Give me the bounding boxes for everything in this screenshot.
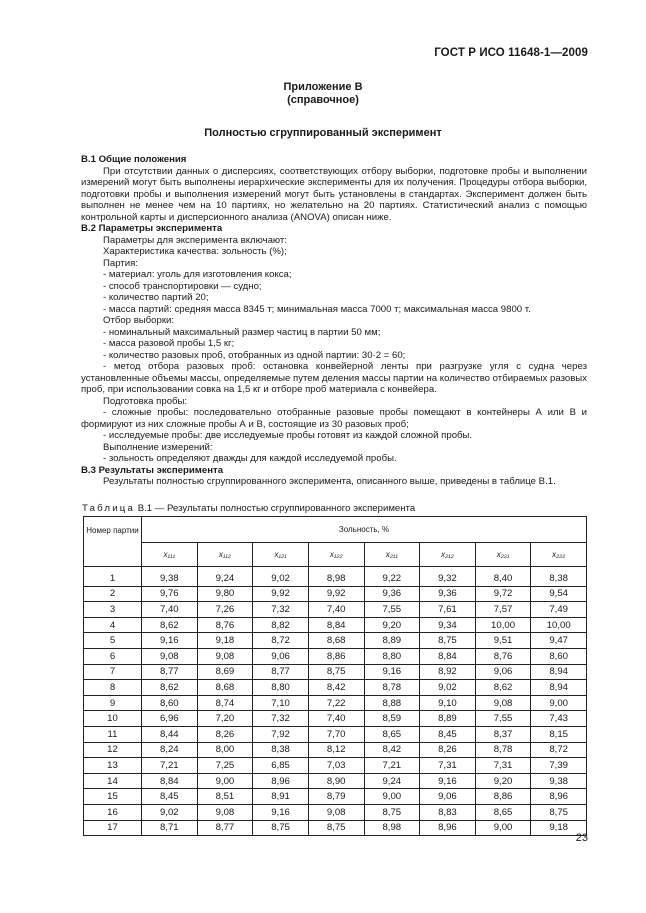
ash-value-cell: 9,00 bbox=[197, 773, 253, 789]
ash-value-cell: 8,15 bbox=[531, 726, 587, 742]
ash-value-cell: 8,86 bbox=[475, 789, 531, 805]
ash-value-cell: 8,45 bbox=[420, 726, 476, 742]
ash-value-cell: 8,12 bbox=[308, 742, 364, 758]
page-number: 23 bbox=[575, 832, 588, 844]
batch-number-cell: 11 bbox=[84, 726, 142, 742]
ash-value-cell: 9,02 bbox=[420, 680, 476, 696]
paragraph-measurement: Выполнение измерений: bbox=[103, 441, 213, 453]
batch-number-cell: 9 bbox=[84, 695, 142, 711]
parameter-line: - масса разовой пробы 1,5 кг; bbox=[103, 338, 235, 349]
section-title: Полностью сгруппированный эксперимент bbox=[204, 127, 442, 139]
paragraph-complex-samples: - сложные пробы: последовательно отобранные разовые пробы помещают в контейнеры А или В и формируют из них сложные пробы А и В, состоящие из 30 разовых проб; bbox=[81, 407, 587, 430]
ash-value-cell: 8,71 bbox=[142, 820, 198, 836]
batch-number-cell: 10 bbox=[84, 711, 142, 727]
column-header-measurement bbox=[197, 542, 253, 566]
ash-value-cell: 8,96 bbox=[531, 789, 587, 805]
ash-value-cell: 9,24 bbox=[197, 567, 253, 587]
ash-value-cell: 8,68 bbox=[197, 680, 253, 696]
ash-value-cell: 7,61 bbox=[420, 602, 476, 618]
ash-value-cell: 9,92 bbox=[253, 586, 309, 602]
column-header-measurement bbox=[420, 542, 476, 566]
column-header-label: x₂₂₁ bbox=[496, 549, 510, 559]
ash-value-cell: 7,55 bbox=[364, 602, 420, 618]
ash-value-cell: 9,32 bbox=[420, 567, 476, 587]
ash-value-cell: 8,76 bbox=[475, 648, 531, 664]
column-header-measurement bbox=[142, 542, 198, 566]
ash-value-cell: 8,68 bbox=[308, 633, 364, 649]
ash-value-cell: 7,22 bbox=[308, 695, 364, 711]
ash-value-cell: 8,98 bbox=[308, 567, 364, 587]
ash-value-cell: 7,10 bbox=[253, 695, 309, 711]
ash-value-cell: 8,96 bbox=[420, 820, 476, 836]
batch-number-cell: 3 bbox=[84, 602, 142, 618]
ash-value-cell: 9,08 bbox=[308, 804, 364, 820]
ash-value-cell: 8,78 bbox=[475, 742, 531, 758]
parameter-line: Партия: bbox=[103, 257, 138, 269]
parameter-line: - материал: уголь для изготовления кокса; bbox=[103, 269, 292, 280]
column-header-label: x₁₁₂ bbox=[218, 549, 231, 559]
table-row bbox=[84, 680, 587, 696]
ash-value-cell: 8,40 bbox=[475, 567, 531, 587]
ash-value-cell: 9,18 bbox=[531, 820, 587, 836]
ash-value-cell: 9,54 bbox=[531, 586, 587, 602]
table-row bbox=[84, 804, 587, 820]
ash-value-cell: 9,00 bbox=[475, 820, 531, 836]
ash-value-cell: 8,84 bbox=[308, 617, 364, 633]
column-header-measurement bbox=[364, 542, 420, 566]
ash-value-cell: 8,74 bbox=[197, 695, 253, 711]
batch-number-cell: 16 bbox=[84, 804, 142, 820]
ash-value-cell: 9,02 bbox=[142, 804, 198, 820]
ash-value-cell: 7,40 bbox=[308, 602, 364, 618]
table-caption-word: Таблица bbox=[82, 503, 136, 514]
ash-value-cell: 9,00 bbox=[531, 695, 587, 711]
ash-value-cell: 9,20 bbox=[364, 617, 420, 633]
ash-value-cell: 9,92 bbox=[308, 586, 364, 602]
column-header-label: x₂₁₁ bbox=[385, 549, 398, 559]
column-header-batch-number: Номер партии bbox=[84, 517, 142, 567]
ash-value-cell: 7,03 bbox=[308, 758, 364, 774]
subsection-heading-parameters: В.2 Параметры эксперимента bbox=[81, 223, 223, 234]
ash-value-cell: 8,92 bbox=[420, 664, 476, 680]
batch-number-cell: 13 bbox=[84, 758, 142, 774]
paragraph-test-samples: - исследуемые пробы: две исследуемые пробы готовят из каждой сложной пробы. bbox=[103, 430, 473, 441]
ash-value-cell: 7,31 bbox=[475, 758, 531, 774]
paragraph-sampling-method: - метод отбора разовых проб: остановка конвейерной ленты при разгрузке угля с судна через установленные объемы массы, определяемые путем деления массы партии на количество отбираемых разовых проб, при использовании совка на 1,5 кг и отборе проб материала с конвейера. bbox=[81, 361, 587, 395]
document-body bbox=[81, 154, 587, 488]
ash-value-cell: 9,20 bbox=[475, 773, 531, 789]
ash-value-cell: 9,08 bbox=[475, 695, 531, 711]
ash-value-cell: 8,62 bbox=[475, 680, 531, 696]
ash-value-cell: 8,75 bbox=[531, 804, 587, 820]
ash-value-cell: 8,94 bbox=[531, 664, 587, 680]
ash-value-cell: 8,38 bbox=[253, 742, 309, 758]
parameter-line: - количество разовых проб, отобранных из одной партии: 30·2 = 60; bbox=[103, 349, 406, 361]
table-row bbox=[84, 567, 587, 587]
ash-value-cell: 9,18 bbox=[197, 633, 253, 649]
ash-value-cell: 8,42 bbox=[308, 680, 364, 696]
ash-value-cell: 7,25 bbox=[197, 758, 253, 774]
ash-value-cell: 8,77 bbox=[142, 664, 198, 680]
ash-value-cell: 8,75 bbox=[308, 820, 364, 836]
ash-value-cell: 7,32 bbox=[253, 602, 309, 618]
ash-value-cell: 8,90 bbox=[308, 773, 364, 789]
ash-value-cell: 8,62 bbox=[142, 617, 198, 633]
table-row bbox=[84, 617, 587, 633]
column-header-measurement bbox=[531, 542, 587, 566]
ash-value-cell: 8,69 bbox=[197, 664, 253, 680]
column-header-label: x₁₁₁ bbox=[163, 549, 176, 559]
ash-value-cell: 8,75 bbox=[420, 633, 476, 649]
parameter-line: Отбор выборки: bbox=[103, 315, 175, 326]
table-row bbox=[84, 695, 587, 711]
paragraph-general: При отсутствии данных о дисперсиях, соответствующих отбору выборки, подготовке пробы и выполнении измерений могут быть выполнены иерархические эксперименты для их получения. Процедуры отбора выборки, подготовки пробы и выполнения измерений могут быть установлены в стандартах. Эксперимент должен быть выполнен не менее чем на 10 партиях, но желательно на 20 партиях. Статистический анализ с помощью контрольной карты и дисперсионного анализа (ANOVA) описан ниже. bbox=[81, 165, 587, 223]
ash-value-cell: 8,44 bbox=[142, 726, 198, 742]
ash-value-cell: 8,77 bbox=[253, 664, 309, 680]
ash-value-cell: 7,21 bbox=[142, 758, 198, 774]
annex-note: (справочное) bbox=[287, 94, 359, 106]
ash-value-cell: 8,24 bbox=[142, 742, 198, 758]
ash-value-cell: 8,75 bbox=[364, 804, 420, 820]
batch-number-cell: 12 bbox=[84, 742, 142, 758]
column-header-measurement bbox=[253, 542, 309, 566]
ash-value-cell: 8,84 bbox=[420, 648, 476, 664]
ash-value-cell: 9,00 bbox=[364, 789, 420, 805]
ash-value-cell: 9,24 bbox=[364, 773, 420, 789]
paragraph-sample-preparation: Подготовка пробы: bbox=[103, 395, 188, 407]
table-row bbox=[84, 742, 587, 758]
ash-value-cell: 10,00 bbox=[531, 617, 587, 633]
ash-value-cell: 9,16 bbox=[142, 633, 198, 649]
ash-value-cell: 9,10 bbox=[420, 695, 476, 711]
ash-value-cell: 7,57 bbox=[475, 602, 531, 618]
column-header-label: x₁₂₂ bbox=[329, 549, 343, 559]
ash-value-cell: 8,75 bbox=[308, 664, 364, 680]
ash-value-cell: 8,98 bbox=[364, 820, 420, 836]
batch-number-cell: 14 bbox=[84, 773, 142, 789]
standard-code: ГОСТ Р ИСО 11648-1—2009 bbox=[434, 47, 588, 59]
ash-value-cell: 9,47 bbox=[531, 633, 587, 649]
paragraph-ash-content: - зольность определяют дважды для каждой исследуемой пробы. bbox=[103, 453, 397, 464]
column-header-measurement bbox=[308, 542, 364, 566]
ash-value-cell: 9,06 bbox=[253, 648, 309, 664]
ash-value-cell: 7,40 bbox=[308, 711, 364, 727]
batch-number-cell: 4 bbox=[84, 617, 142, 633]
batch-number-cell: 8 bbox=[84, 680, 142, 696]
ash-value-cell: 8,79 bbox=[308, 789, 364, 805]
table-row bbox=[84, 726, 587, 742]
ash-value-cell: 8,26 bbox=[420, 742, 476, 758]
ash-value-cell: 8,60 bbox=[142, 695, 198, 711]
ash-value-cell: 7,70 bbox=[308, 726, 364, 742]
table-row bbox=[84, 648, 587, 664]
ash-value-cell: 8,84 bbox=[142, 773, 198, 789]
ash-value-cell: 9,51 bbox=[475, 633, 531, 649]
ash-value-cell: 8,80 bbox=[364, 648, 420, 664]
ash-value-cell: 10,00 bbox=[475, 617, 531, 633]
ash-value-cell: 8,65 bbox=[475, 804, 531, 820]
ash-value-cell: 8,82 bbox=[253, 617, 309, 633]
ash-value-cell: 8,88 bbox=[364, 695, 420, 711]
ash-value-cell: 8,72 bbox=[531, 742, 587, 758]
ash-value-cell: 8,83 bbox=[420, 804, 476, 820]
ash-value-cell: 8,38 bbox=[531, 567, 587, 587]
ash-value-cell: 8,72 bbox=[253, 633, 309, 649]
ash-value-cell: 9,76 bbox=[142, 586, 198, 602]
parameter-line: - масса партий: средняя масса 8345 т; минимальная масса 7000 т; максимальная масса 9800 т. bbox=[103, 303, 531, 315]
table-row bbox=[84, 586, 587, 602]
ash-value-cell: 8,91 bbox=[253, 789, 309, 805]
column-group-header-ash: Зольность, % bbox=[142, 517, 587, 543]
column-header-label: x₂₁₂ bbox=[441, 549, 454, 559]
table-row bbox=[84, 633, 587, 649]
ash-value-cell: 9,38 bbox=[531, 773, 587, 789]
table-row bbox=[84, 773, 587, 789]
parameter-line: - количество партий 20; bbox=[103, 292, 209, 303]
ash-value-cell: 8,96 bbox=[253, 773, 309, 789]
ash-value-cell: 9,08 bbox=[197, 648, 253, 664]
ash-value-cell: 7,32 bbox=[253, 711, 309, 727]
ash-value-cell: 8,26 bbox=[197, 726, 253, 742]
ash-value-cell: 7,20 bbox=[197, 711, 253, 727]
ash-value-cell: 6,96 bbox=[142, 711, 198, 727]
ash-value-cell: 9,16 bbox=[420, 773, 476, 789]
ash-value-cell: 9,72 bbox=[475, 586, 531, 602]
column-header-measurement bbox=[475, 542, 531, 566]
batch-number-cell: 1 bbox=[84, 567, 142, 587]
ash-value-cell: 7,43 bbox=[531, 711, 587, 727]
table-caption bbox=[82, 503, 415, 514]
parameter-line: - номинальный максимальный размер частиц в партии 50 мм; bbox=[103, 326, 381, 338]
ash-value-cell: 9,36 bbox=[364, 586, 420, 602]
table-row bbox=[84, 820, 587, 836]
ash-value-cell: 8,65 bbox=[364, 726, 420, 742]
ash-value-cell: 7,55 bbox=[475, 711, 531, 727]
ash-value-cell: 9,08 bbox=[142, 648, 198, 664]
ash-value-cell: 9,80 bbox=[197, 586, 253, 602]
ash-value-cell: 8,45 bbox=[142, 789, 198, 805]
ash-value-cell: 7,39 bbox=[531, 758, 587, 774]
ash-value-cell: 8,94 bbox=[531, 680, 587, 696]
batch-number-cell: 2 bbox=[84, 586, 142, 602]
ash-value-cell: 8,00 bbox=[197, 742, 253, 758]
ash-value-cell: 8,60 bbox=[531, 648, 587, 664]
ash-value-cell: 7,26 bbox=[197, 602, 253, 618]
ash-value-cell: 8,42 bbox=[364, 742, 420, 758]
ash-value-cell: 9,34 bbox=[420, 617, 476, 633]
subsection-heading-results: В.3 Результаты эксперимента bbox=[81, 464, 224, 476]
ash-value-cell: 9,06 bbox=[475, 664, 531, 680]
ash-value-cell: 9,16 bbox=[364, 664, 420, 680]
ash-value-cell: 8,76 bbox=[197, 617, 253, 633]
ash-value-cell: 9,22 bbox=[364, 567, 420, 587]
ash-value-cell: 8,77 bbox=[197, 820, 253, 836]
table-caption-text: В.1 — Результаты полностью сгруппированного эксперимента bbox=[137, 503, 416, 514]
ash-value-cell: 7,49 bbox=[531, 602, 587, 618]
table-row bbox=[84, 711, 587, 727]
batch-number-cell: 15 bbox=[84, 789, 142, 805]
ash-value-cell: 8,89 bbox=[364, 633, 420, 649]
ash-value-cell: 9,08 bbox=[197, 804, 253, 820]
annex-heading bbox=[0, 81, 646, 107]
ash-value-cell: 6,85 bbox=[253, 758, 309, 774]
annex-title: Приложение В bbox=[283, 81, 363, 93]
column-header-label: x₁₂₁ bbox=[274, 549, 287, 559]
ash-value-cell: 8,78 bbox=[364, 680, 420, 696]
ash-value-cell: 9,06 bbox=[420, 789, 476, 805]
subsection-heading-general: В.1 Общие положения bbox=[81, 154, 187, 165]
table-row bbox=[84, 758, 587, 774]
batch-number-cell: 5 bbox=[84, 633, 142, 649]
ash-value-cell: 8,89 bbox=[420, 711, 476, 727]
ash-value-cell: 8,37 bbox=[475, 726, 531, 742]
batch-number-cell: 7 bbox=[84, 664, 142, 680]
parameter-line: Параметры для эксперимента включают: bbox=[103, 234, 287, 246]
ash-value-cell: 7,21 bbox=[364, 758, 420, 774]
table-row bbox=[84, 789, 587, 805]
parameter-line: - способ транспортировки — судно; bbox=[103, 280, 262, 292]
ash-value-cell: 7,40 bbox=[142, 602, 198, 618]
column-header-label: x₂₂₂ bbox=[552, 549, 566, 559]
parameter-list bbox=[81, 235, 587, 362]
ash-value-cell: 8,75 bbox=[253, 820, 309, 836]
ash-value-cell: 8,51 bbox=[197, 789, 253, 805]
ash-value-cell: 9,02 bbox=[253, 567, 309, 587]
batch-number-cell: 17 bbox=[84, 820, 142, 836]
ash-value-cell: 7,31 bbox=[420, 758, 476, 774]
table-row bbox=[84, 664, 587, 680]
ash-value-cell: 8,62 bbox=[142, 680, 198, 696]
ash-value-cell: 8,86 bbox=[308, 648, 364, 664]
ash-value-cell: 7,92 bbox=[253, 726, 309, 742]
batch-number-cell: 6 bbox=[84, 648, 142, 664]
table-row bbox=[84, 602, 587, 618]
ash-value-cell: 8,80 bbox=[253, 680, 309, 696]
ash-value-cell: 8,59 bbox=[364, 711, 420, 727]
ash-value-cell: 9,36 bbox=[420, 586, 476, 602]
results-table bbox=[83, 516, 587, 836]
parameter-line: Характеристика качества: зольность (%); bbox=[103, 246, 287, 257]
paragraph-results: Результаты полностью сгруппированного эксперимента, описанного выше, приведены в таблице В.1. bbox=[103, 476, 556, 487]
ash-value-cell: 9,16 bbox=[253, 804, 309, 820]
ash-value-cell: 9,38 bbox=[142, 567, 198, 587]
